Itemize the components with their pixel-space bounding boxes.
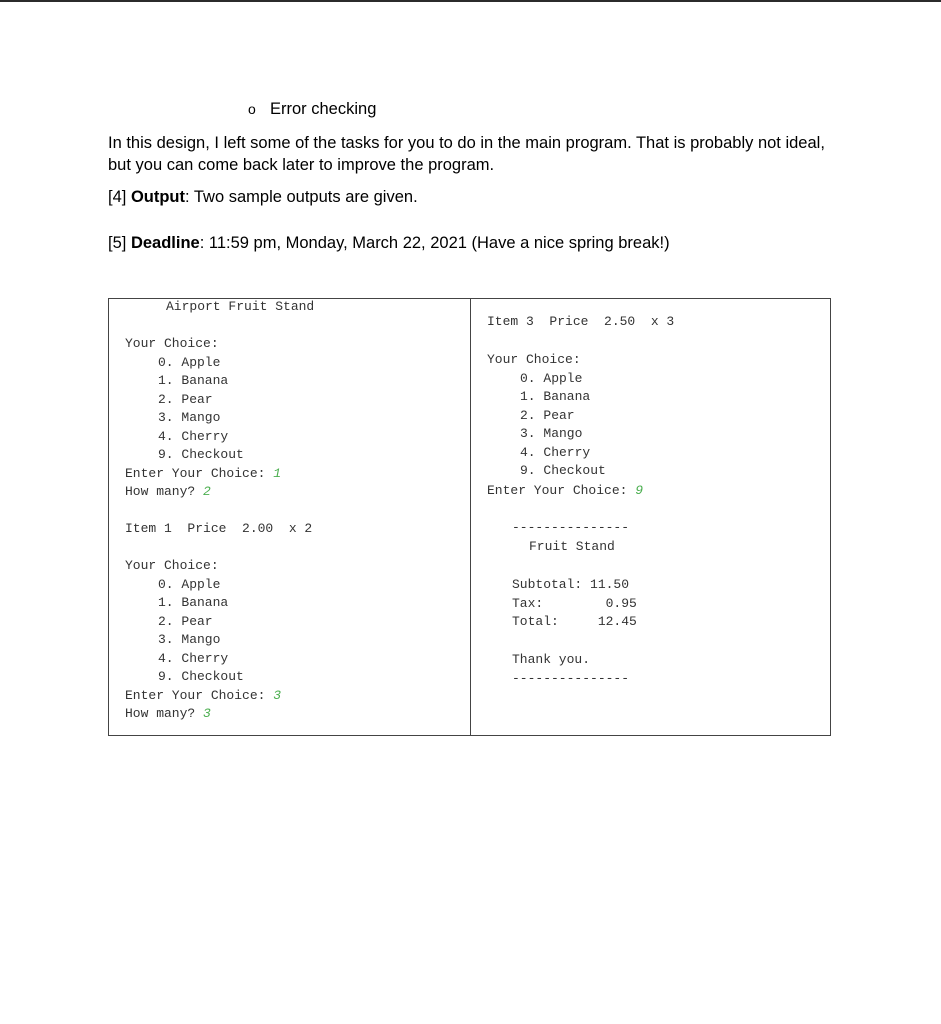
menu-heading: Your Choice: — [125, 336, 219, 351]
receipt-title: Fruit Stand — [529, 539, 615, 554]
deadline-item-number: [5] — [108, 234, 131, 252]
menu-option: 4. Cherry — [158, 429, 229, 444]
output-item-text: : Two sample outputs are given. — [185, 188, 418, 206]
menu-heading: Your Choice: — [125, 558, 219, 573]
deadline-item-label: Deadline — [130, 234, 200, 252]
quantity-prompt: How many? — [125, 706, 204, 721]
receipt-tax: Tax: 0.95 — [512, 596, 637, 611]
menu-option: 0. Apple — [520, 371, 583, 386]
item-summary-line: Item 3 Price 2.50 x 3 — [487, 314, 675, 329]
console-title: Airport Fruit Stand — [166, 299, 315, 314]
bullet-error-checking — [248, 100, 376, 119]
user-input-choice: 3 — [273, 688, 282, 703]
choice-prompt: Enter Your Choice: — [487, 483, 636, 498]
menu-option: 2. Pear — [158, 392, 213, 407]
menu-option: 1. Banana — [158, 595, 229, 610]
menu-option: 3. Mango — [520, 426, 583, 441]
quantity-prompt-line — [125, 484, 211, 499]
deadline-item-text: : 11:59 pm, Monday, March 22, 2021 (Have a nice spring break!) — [199, 234, 670, 252]
output-item — [108, 186, 418, 208]
menu-option: 2. Pear — [158, 614, 213, 629]
menu-option: 1. Banana — [520, 389, 591, 404]
design-paragraph: In this design, I left some of the tasks for you to do in the main program. That is probably not ideal, but you can come back later to improve the program. — [108, 134, 825, 174]
quantity-prompt-line — [125, 706, 211, 721]
right-console-output — [471, 299, 830, 735]
receipt-rule-bottom: --------------- — [512, 671, 630, 686]
user-input-choice: 1 — [273, 466, 282, 481]
quantity-prompt: How many? — [125, 484, 204, 499]
receipt-thanks: Thank you. — [512, 652, 591, 667]
menu-option: 1. Banana — [158, 373, 229, 388]
menu-option: 3. Mango — [158, 632, 221, 647]
top-border-line — [0, 0, 941, 2]
output-item-label: Output — [130, 188, 185, 206]
menu-option: 9. Checkout — [158, 447, 244, 462]
menu-option: 3. Mango — [158, 410, 221, 425]
choice-prompt: Enter Your Choice: — [125, 466, 274, 481]
user-input-choice: 9 — [635, 483, 644, 498]
output-item-number: [4] — [108, 188, 131, 206]
deadline-item — [108, 232, 670, 254]
receipt-subtotal: Subtotal: 11.50 — [512, 577, 630, 592]
left-console-output — [109, 299, 469, 735]
menu-option: 9. Checkout — [158, 669, 244, 684]
menu-option: 9. Checkout — [520, 463, 606, 478]
user-input-quantity: 2 — [203, 484, 211, 499]
receipt-total: Total: 12.45 — [512, 614, 637, 629]
menu-option: 2. Pear — [520, 408, 575, 423]
item-summary-line: Item 1 Price 2.00 x 2 — [125, 521, 313, 536]
menu-option: 0. Apple — [158, 355, 221, 370]
bullet-symbol: o — [248, 101, 256, 117]
choice-prompt: Enter Your Choice: — [125, 688, 274, 703]
choice-prompt-line — [487, 483, 643, 498]
user-input-quantity: 3 — [203, 706, 211, 721]
receipt-rule-top: --------------- — [512, 520, 630, 535]
menu-option: 4. Cherry — [520, 445, 591, 460]
choice-prompt-line — [125, 688, 281, 703]
sample-output-box — [108, 298, 831, 736]
choice-prompt-line — [125, 466, 281, 481]
menu-option: 0. Apple — [158, 577, 221, 592]
menu-option: 4. Cherry — [158, 651, 229, 666]
bullet-text: Error checking — [270, 100, 377, 118]
menu-heading: Your Choice: — [487, 352, 581, 367]
